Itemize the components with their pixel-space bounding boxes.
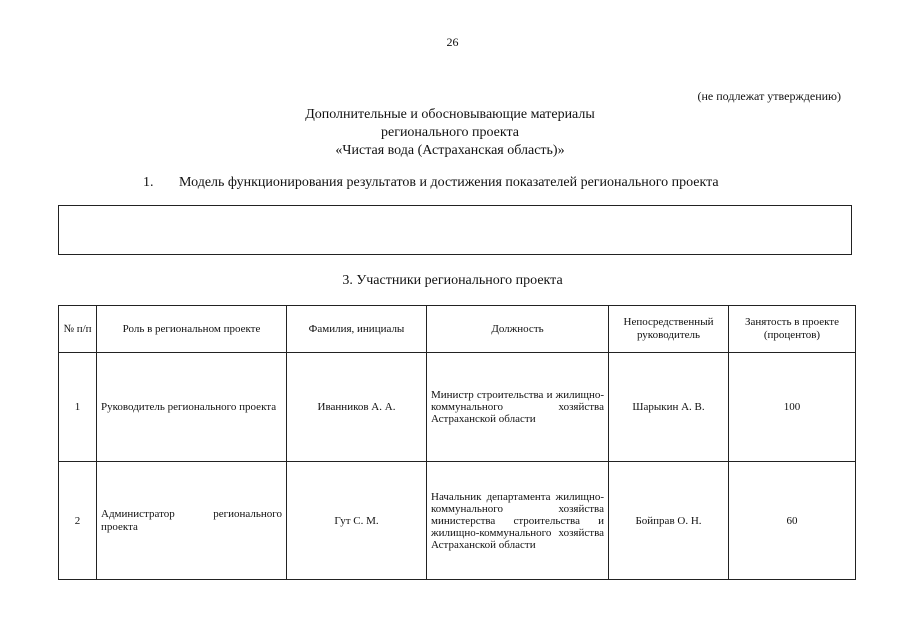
table-header-row <box>59 306 856 353</box>
section-1-text: Модель функционирования результатов и достижения показателей регионального проекта <box>179 175 719 190</box>
header-number: № п/п <box>59 306 97 353</box>
header-supervisor: Непосредственный руководитель <box>609 306 729 353</box>
header-employment: Занятость в проекте (процентов) <box>729 306 856 353</box>
table-row <box>59 353 856 462</box>
cell-number: 2 <box>59 462 97 580</box>
cell-position: Министр строительства и жилищно-коммунального хозяйства Астраханской области <box>427 353 609 462</box>
cell-role: Руководитель регионального проекта <box>97 353 287 462</box>
section-3-heading: 3. Участники регионального проекта <box>342 273 563 288</box>
cell-name: Иванников А. А. <box>287 353 427 462</box>
cell-supervisor: Бойправ О. Н. <box>609 462 729 580</box>
participants-table <box>58 305 856 580</box>
header-name: Фамилия, инициалы <box>287 306 427 353</box>
header-position: Должность <box>427 306 609 353</box>
cell-number: 1 <box>59 353 97 462</box>
model-box <box>58 205 852 255</box>
cell-employment: 100 <box>729 353 856 462</box>
cell-position: Начальник департамента жилищно-коммунального хозяйства министерства строительства и жилищно-коммунального хозяйства Астраханской области <box>427 462 609 580</box>
approval-note: (не подлежат утверждению) <box>697 89 841 103</box>
cell-role: Администратор регионального проекта <box>97 462 287 580</box>
cell-employment: 60 <box>729 462 856 580</box>
cell-name: Гут С. М. <box>287 462 427 580</box>
table-row <box>59 462 856 580</box>
title-line-2: регионального проекта <box>380 125 520 140</box>
title-line-3: «Чистая вода (Астраханская область)» <box>335 143 565 158</box>
cell-supervisor: Шарыкин А. В. <box>609 353 729 462</box>
page-number: 26 <box>446 35 459 49</box>
title-line-1: Дополнительные и обосновывающие материалы <box>305 107 595 122</box>
document-title <box>200 106 700 160</box>
header-role: Роль в региональном проекте <box>97 306 287 353</box>
section-1-number: 1. <box>143 175 154 190</box>
section-1-heading <box>143 175 719 191</box>
